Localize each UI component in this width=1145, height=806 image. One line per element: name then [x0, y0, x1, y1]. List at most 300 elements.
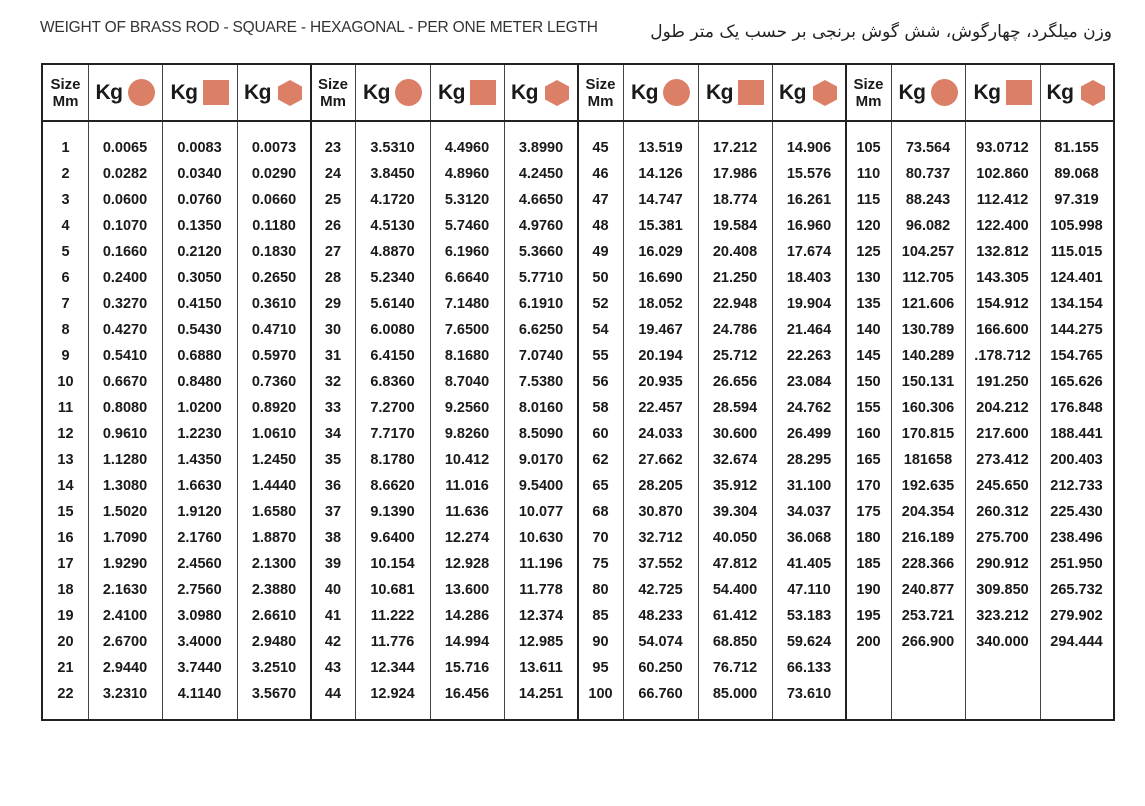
weight-cell: 104.257	[901, 244, 955, 260]
weight-cell: 37.552	[638, 556, 683, 572]
weight-cell: 102.860	[976, 166, 1029, 182]
weight-cell: 191.250	[976, 374, 1029, 390]
weight-cell: 20.935	[638, 374, 683, 390]
value-column	[578, 135, 623, 707]
weight-cell: 14.994	[444, 634, 490, 650]
weight-cell: 3.2310	[102, 686, 148, 702]
weight-cell: 1.2450	[251, 452, 297, 468]
weight-cell: 12.374	[518, 608, 564, 624]
circle-icon	[128, 79, 155, 106]
weight-column-header-circle	[623, 65, 698, 120]
size-cell: 3	[61, 192, 70, 208]
weight-cell: 3.5670	[251, 686, 297, 702]
weight-cell: 9.8260	[444, 426, 490, 442]
size-cell: 26	[324, 218, 342, 234]
weight-cell: 5.2340	[370, 270, 415, 286]
weight-cell: 3.8990	[518, 140, 564, 156]
size-cell: 31	[324, 348, 342, 364]
weight-column-header-circle	[355, 65, 430, 120]
hexagon-icon	[1079, 79, 1107, 107]
weight-column-header-hex	[1040, 65, 1113, 120]
weight-cell: 245.650	[976, 478, 1029, 494]
size-cell: 48	[592, 218, 609, 234]
weight-cell: 23.084	[786, 374, 832, 390]
size-cell: 14	[57, 478, 74, 494]
size-cell: 15	[57, 504, 74, 520]
value-column	[698, 135, 772, 707]
weight-cell: 251.950	[1050, 556, 1103, 572]
weight-cell: 144.275	[1050, 322, 1103, 338]
weight-cell: 1.6580	[251, 504, 297, 520]
kg-label: Kg	[631, 80, 658, 104]
size-cell: 68	[592, 504, 609, 520]
weight-cell: 15.381	[638, 218, 683, 234]
table-grid	[43, 65, 1113, 719]
size-cell: 65	[592, 478, 609, 494]
weight-cell: 290.912	[976, 556, 1029, 572]
weight-cell: 188.441	[1050, 426, 1103, 442]
weight-cell: 0.7360	[251, 374, 297, 390]
size-cell: 47	[592, 192, 609, 208]
weight-cell: 176.848	[1050, 400, 1103, 416]
weight-cell: 2.9480	[251, 634, 297, 650]
weight-cell: 0.0282	[102, 166, 148, 182]
weight-cell: 1.7090	[102, 530, 148, 546]
hexagon-icon	[276, 79, 304, 107]
kg-label: Kg	[244, 80, 271, 104]
size-cell: 11	[57, 400, 74, 416]
weight-cell: 6.0080	[370, 322, 415, 338]
size-cell: 85	[592, 608, 609, 624]
size-label: Size	[853, 75, 884, 93]
weight-cell: 4.1720	[370, 192, 415, 208]
weight-cell: 0.1660	[102, 244, 148, 260]
circle-icon	[931, 79, 958, 106]
kg-label: Kg	[973, 80, 1001, 104]
weight-cell: 4.6650	[518, 192, 564, 208]
weight-cell: 21.250	[712, 270, 758, 286]
weight-cell: 1.6630	[177, 478, 222, 494]
weight-cell: 48.233	[638, 608, 683, 624]
weight-cell: 13.611	[519, 660, 563, 676]
weight-cell: 22.457	[638, 400, 683, 416]
weight-cell: 11.222	[370, 608, 415, 624]
weight-cell: 0.8480	[177, 374, 222, 390]
weight-cell: 0.0340	[177, 166, 222, 182]
weight-cell: 7.1480	[444, 296, 490, 312]
weight-cell: 16.690	[638, 270, 683, 286]
value-column	[772, 135, 846, 707]
weight-cell: 3.2510	[251, 660, 297, 676]
weight-cell: 132.812	[976, 244, 1029, 260]
weight-cell: 124.401	[1050, 270, 1103, 286]
weight-cell: 4.9760	[518, 218, 564, 234]
unit-label: Mm	[320, 92, 346, 110]
size-cell: 155	[856, 400, 881, 416]
size-cell: 49	[592, 244, 609, 260]
weight-cell: 19.904	[786, 296, 832, 312]
weight-cell: 0.2400	[102, 270, 148, 286]
weight-cell: 15.716	[444, 660, 490, 676]
weight-cell: 4.2450	[518, 166, 564, 182]
weight-cell: 0.0600	[102, 192, 148, 208]
weight-cell: 0.1070	[102, 218, 148, 234]
weight-cell: 0.9610	[102, 426, 148, 442]
size-cell: 4	[61, 218, 70, 234]
size-cell: 180	[856, 530, 881, 546]
weight-cell: 13.519	[638, 140, 683, 156]
square-icon	[470, 80, 496, 105]
weight-cell: 1.3080	[102, 478, 148, 494]
weight-cell: 9.5400	[518, 478, 564, 494]
size-cell: 18	[57, 582, 74, 598]
weight-cell: 12.985	[518, 634, 564, 650]
weight-cell: 18.774	[712, 192, 758, 208]
weight-cell: 5.7710	[518, 270, 564, 286]
weight-cell: 0.5410	[102, 348, 148, 364]
size-cell: 175	[856, 504, 881, 520]
size-cell: 2	[61, 166, 70, 182]
weight-cell: 6.8360	[370, 374, 415, 390]
size-cell: 38	[324, 530, 342, 546]
unit-label: Mm	[855, 92, 882, 110]
weight-cell: 309.850	[976, 582, 1029, 598]
size-cell: 46	[592, 166, 609, 182]
weight-cell: 32.712	[638, 530, 683, 546]
size-cell: 200	[856, 634, 881, 650]
weight-cell: 165.626	[1050, 374, 1103, 390]
weight-cell: 1.4350	[177, 452, 222, 468]
weight-cell: 10.681	[370, 582, 415, 598]
weight-cell: 0.0760	[177, 192, 222, 208]
weight-cell: 35.912	[712, 478, 758, 494]
weight-cell: 0.1830	[251, 244, 297, 260]
weight-cell: 1.9290	[102, 556, 148, 572]
size-cell: 41	[324, 608, 342, 624]
weight-cell: 12.274	[444, 530, 490, 546]
weight-cell: 0.1180	[252, 218, 296, 234]
weight-cell: 89.068	[1054, 166, 1099, 182]
weight-cell: 61.412	[712, 608, 758, 624]
weight-cell: 1.8870	[251, 530, 297, 546]
weight-cell: 11.778	[519, 582, 563, 598]
weight-cell: 0.5970	[251, 348, 297, 364]
weight-cell: 13.600	[444, 582, 490, 598]
weight-cell: 3.5310	[370, 140, 415, 156]
size-cell: 80	[592, 582, 609, 598]
weight-cell: 2.6610	[251, 608, 297, 624]
unit-label: Mm	[587, 92, 614, 110]
weight-cell: 26.656	[712, 374, 758, 390]
weight-cell: 25.712	[712, 348, 758, 364]
weight-cell: 8.1680	[444, 348, 490, 364]
weight-cell: 7.2700	[370, 400, 415, 416]
weight-cell: 0.8080	[102, 400, 148, 416]
weight-column-header-square	[430, 65, 504, 120]
weight-cell: 0.4710	[251, 322, 297, 338]
weight-cell: 112.705	[902, 270, 954, 286]
size-cell: 52	[592, 296, 609, 312]
weight-cell: 1.9120	[177, 504, 222, 520]
weight-cell: 105.998	[1050, 218, 1103, 234]
weight-cell: 26.499	[786, 426, 832, 442]
size-cell: 170	[856, 478, 881, 494]
weight-cell: 8.7040	[444, 374, 490, 390]
weight-cell: 8.5090	[518, 426, 564, 442]
weight-cell: 4.8870	[370, 244, 415, 260]
hexagon-icon	[811, 79, 839, 107]
weight-cell: 11.636	[445, 504, 489, 520]
title-persian: وزن میلگرد، چهارگوش، شش گوش برنجی بر حسب یک متر طول	[650, 22, 1112, 42]
weight-cell: 1.0610	[251, 426, 297, 442]
weight-cell: 6.6250	[518, 322, 564, 338]
weight-cell: 80.737	[905, 166, 951, 182]
weight-cell: 260.312	[976, 504, 1029, 520]
weight-cell: 11.776	[370, 634, 415, 650]
size-cell: 62	[592, 452, 609, 468]
weight-cell: 30.870	[638, 504, 683, 520]
weight-cell: 7.0740	[518, 348, 564, 364]
size-cell: 43	[324, 660, 342, 676]
weight-column-header-circle	[88, 65, 162, 120]
size-cell: 17	[57, 556, 74, 572]
weight-cell: 340.000	[976, 634, 1029, 650]
value-column	[311, 135, 355, 707]
size-cell: 55	[592, 348, 609, 364]
weight-cell: 273.412	[976, 452, 1029, 468]
weight-cell: 54.400	[712, 582, 758, 598]
weight-cell: 115.015	[1050, 244, 1103, 260]
size-cell: 100	[588, 686, 613, 702]
weight-cell: 6.6640	[444, 270, 490, 286]
weight-cell: 41.405	[786, 556, 832, 572]
size-cell: 10	[57, 374, 74, 390]
square-icon	[203, 80, 229, 105]
weight-cell: 16.456	[444, 686, 490, 702]
weight-column-header-square	[965, 65, 1040, 120]
value-column	[891, 135, 965, 655]
weight-cell: 40.050	[712, 530, 758, 546]
weight-cell: 279.902	[1050, 608, 1103, 624]
weight-cell: 20.194	[638, 348, 683, 364]
weight-cell: 134.154	[1050, 296, 1103, 312]
weight-cell: 16.960	[786, 218, 832, 234]
weight-column-header-circle	[891, 65, 965, 120]
weight-cell: 5.3120	[444, 192, 490, 208]
weight-cell: 10.630	[518, 530, 564, 546]
weight-cell: 238.496	[1050, 530, 1103, 546]
weight-cell: 3.0980	[177, 608, 222, 624]
weight-cell: 5.3660	[518, 244, 564, 260]
size-cell: 40	[324, 582, 342, 598]
size-cell: 140	[856, 322, 881, 338]
weight-cell: 16.261	[786, 192, 832, 208]
weight-cell: 0.6880	[177, 348, 222, 364]
size-cell: 125	[856, 244, 881, 260]
size-cell: 23	[324, 140, 342, 156]
value-column	[1040, 135, 1113, 655]
value-column	[355, 135, 430, 707]
size-cell: 36	[324, 478, 342, 494]
size-cell: 22	[57, 686, 74, 702]
weight-cell: 14.906	[786, 140, 832, 156]
weight-table	[41, 63, 1115, 721]
weight-cell: 112.412	[976, 192, 1029, 208]
size-cell: 160	[856, 426, 881, 442]
weight-cell: 17.674	[786, 244, 832, 260]
weight-cell: 192.635	[901, 478, 955, 494]
weight-cell: 4.4960	[444, 140, 490, 156]
weight-cell: 17.212	[712, 140, 758, 156]
weight-cell: 228.366	[901, 556, 955, 572]
weight-cell: 19.467	[638, 322, 683, 338]
weight-cell: 10.412	[444, 452, 490, 468]
weight-column-header-square	[698, 65, 772, 120]
weight-cell: 0.0290	[251, 166, 297, 182]
weight-cell: 6.1910	[518, 296, 564, 312]
weight-cell: 18.403	[786, 270, 832, 286]
size-cell: 145	[856, 348, 881, 364]
weight-cell: 66.133	[786, 660, 832, 676]
weight-cell: 14.286	[444, 608, 490, 624]
header-divider	[43, 120, 1113, 122]
size-cell: 42	[324, 634, 342, 650]
size-cell: 25	[324, 192, 342, 208]
weight-cell: 15.576	[786, 166, 832, 182]
size-cell: 115	[856, 192, 881, 208]
weight-cell: 1.0200	[177, 400, 222, 416]
kg-label: Kg	[1046, 80, 1074, 104]
weight-cell: 1.1280	[102, 452, 148, 468]
weight-cell: 0.0065	[102, 140, 148, 156]
weight-cell: 204.354	[901, 504, 955, 520]
weight-cell: 8.6620	[370, 478, 415, 494]
weight-cell: 154.912	[976, 296, 1029, 312]
weight-cell: 3.7440	[177, 660, 222, 676]
weight-cell: 0.4270	[102, 322, 148, 338]
weight-cell: 68.850	[712, 634, 758, 650]
size-cell: 34	[324, 426, 342, 442]
size-cell: 90	[592, 634, 609, 650]
weight-cell: 170.815	[901, 426, 955, 442]
size-cell: 135	[856, 296, 881, 312]
weight-cell: 0.6670	[102, 374, 148, 390]
weight-cell: 59.624	[786, 634, 832, 650]
weight-cell: 275.700	[976, 530, 1029, 546]
size-cell: 20	[57, 634, 74, 650]
weight-cell: 47.812	[712, 556, 758, 572]
square-icon	[1006, 80, 1032, 105]
weight-cell: 81.155	[1054, 140, 1099, 156]
size-cell: 12	[57, 426, 74, 442]
weight-cell: 3.4000	[177, 634, 222, 650]
size-cell: 27	[324, 244, 342, 260]
weight-cell: 266.900	[901, 634, 955, 650]
size-cell: 150	[856, 374, 881, 390]
size-label: Size	[585, 75, 616, 93]
weight-cell: 240.877	[901, 582, 955, 598]
size-cell: 13	[57, 452, 74, 468]
weight-cell: 12.928	[444, 556, 490, 572]
weight-cell: 2.1300	[251, 556, 297, 572]
weight-cell: 47.110	[787, 582, 831, 598]
hexagon-icon	[543, 79, 571, 107]
circle-icon	[663, 79, 690, 106]
size-cell: 44	[324, 686, 342, 702]
weight-cell: 12.924	[370, 686, 415, 702]
kg-label: Kg	[706, 80, 733, 104]
size-label: Size	[50, 75, 81, 93]
value-column	[504, 135, 578, 707]
weight-cell: 5.7460	[444, 218, 490, 234]
weight-cell: 16.029	[638, 244, 683, 260]
weight-cell: 7.6500	[444, 322, 490, 338]
weight-cell: 0.0073	[251, 140, 297, 156]
value-column	[43, 135, 88, 707]
weight-cell: 4.1140	[177, 686, 222, 702]
weight-cell: 217.600	[976, 426, 1029, 442]
weight-column-header-hex	[772, 65, 846, 120]
weight-cell: 19.584	[712, 218, 758, 234]
weight-cell: 31.100	[786, 478, 832, 494]
value-column	[965, 135, 1040, 655]
size-cell: 54	[592, 322, 609, 338]
size-cell: 24	[324, 166, 342, 182]
weight-cell: 76.712	[712, 660, 758, 676]
weight-cell: 85.000	[712, 686, 758, 702]
size-column-header	[311, 65, 355, 120]
weight-cell: 27.662	[638, 452, 683, 468]
weight-cell: 11.016	[445, 478, 489, 494]
value-column	[237, 135, 311, 707]
weight-cell: 2.7560	[177, 582, 222, 598]
weight-cell: 0.2650	[251, 270, 297, 286]
weight-cell: 1.4440	[251, 478, 297, 494]
weight-cell: 21.464	[786, 322, 832, 338]
weight-cell: 212.733	[1050, 478, 1103, 494]
size-cell: 32	[324, 374, 342, 390]
kg-label: Kg	[95, 80, 123, 104]
kg-label: Kg	[511, 80, 538, 104]
weight-cell: 166.600	[976, 322, 1029, 338]
weight-cell: 93.0712	[976, 140, 1029, 156]
weight-cell: 9.0170	[518, 452, 564, 468]
weight-cell: 6.1960	[444, 244, 490, 260]
weight-cell: 204.212	[976, 400, 1029, 416]
size-cell: 39	[324, 556, 342, 572]
weight-cell: 30.600	[712, 426, 758, 442]
size-cell: 110	[856, 166, 881, 182]
weight-cell: 2.6700	[102, 634, 148, 650]
weight-cell: 66.760	[638, 686, 683, 702]
size-cell: 45	[592, 140, 609, 156]
weight-cell: 9.2560	[444, 400, 490, 416]
weight-cell: 73.564	[905, 140, 951, 156]
weight-cell: 97.319	[1054, 192, 1099, 208]
weight-cell: 2.1760	[177, 530, 222, 546]
weight-cell: 122.400	[976, 218, 1029, 234]
weight-cell: 10.077	[518, 504, 564, 520]
size-cell: 95	[592, 660, 609, 676]
weight-cell: 323.212	[976, 608, 1029, 624]
weight-cell: 42.725	[638, 582, 683, 598]
weight-cell: 22.948	[712, 296, 758, 312]
kg-label: Kg	[898, 80, 926, 104]
size-cell: 30	[324, 322, 342, 338]
size-cell: 130	[856, 270, 881, 286]
weight-cell: 11.196	[519, 556, 563, 572]
weight-cell: 8.0160	[518, 400, 564, 416]
